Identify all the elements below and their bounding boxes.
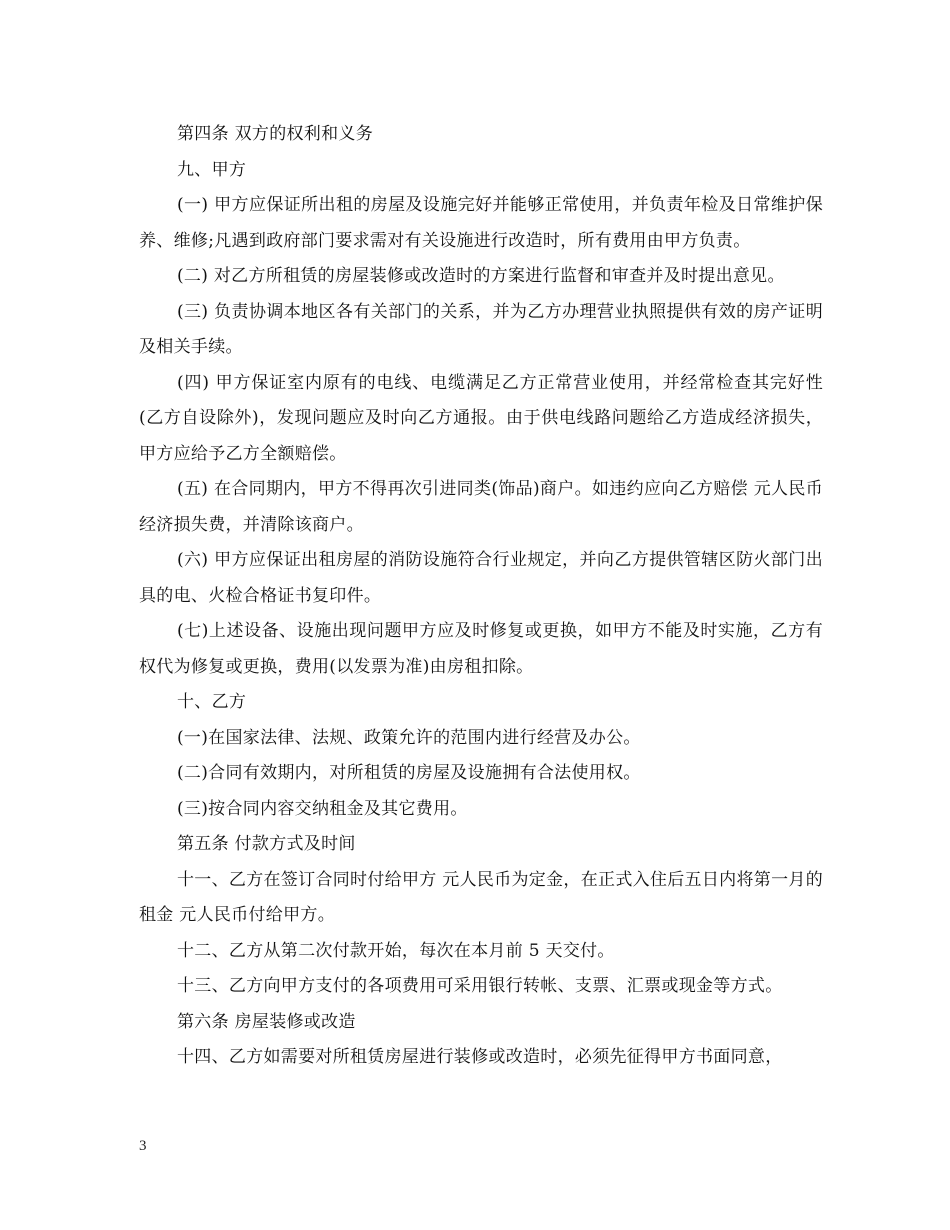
paragraph-9-7: (七)上述设备、设施出现问题甲方应及时修复或更换，如甲方不能及时实施，乙方有权代为修复或更换，费用(以发票为准)由房租扣除。: [139, 621, 823, 677]
page-number: 3: [139, 1138, 147, 1154]
section-9-heading: 九、甲方: [177, 159, 247, 180]
paragraph-13: 十三、乙方向甲方支付的各项费用可采用银行转帐、支票、汇票或现金等方式。: [177, 976, 783, 996]
paragraph-9-3: (三) 负责协调本地区各有关部门的关系，并为乙方办理营业执照提供有效的房产证明及相关手续。: [139, 301, 823, 357]
paragraph-9-2: (二) 对乙方所租赁的房屋装修或改造时的方案进行监督和审查并及时提出意见。: [177, 266, 785, 286]
paragraph-14: 十四、乙方如需要对所租赁房屋进行装修或改造时，必须先征得甲方书面同意，: [177, 1047, 783, 1067]
paragraph-9-4: (四) 甲方保证室内原有的电线、电缆满足乙方正常营业使用，并经常检查其完好性(乙方自设除外)，发现问题应及时向乙方通报。由于供电线路问题给乙方造成经济损失，甲方应给予乙方全额赔偿。: [139, 372, 823, 464]
article-6-heading: 第六条 房屋装修或改造: [177, 1011, 356, 1032]
article-5-heading: 第五条 付款方式及时间: [177, 834, 356, 854]
paragraph-10-1: (一)在国家法律、法规、政策允许的范围内进行经营及办公。: [177, 727, 641, 748]
section-10-heading: 十、乙方: [177, 692, 247, 712]
paragraph-10-3: (三)按合同内容交纳租金及其它费用。: [177, 798, 468, 819]
paragraph-11: 十一、乙方在签订合同时付给甲方 元人民币为定金，在正式入住后五日内将第一月的租金 元人民币付给甲方。: [139, 869, 823, 925]
paragraph-9-5: (五) 在合同期内，甲方不得再次引进同类(饰品)商户。如违约应向乙方赔偿 元人民币经济损失费，并清除该商户。: [139, 479, 823, 535]
paragraph-9-1: (一) 甲方应保证所出租的房屋及设施完好并能够正常使用，并负责年检及日常维护保养、维修;凡遇到政府部门要求需对有关设施进行改造时，所有费用由甲方负责。: [139, 195, 823, 251]
article-4-heading: 第四条 双方的权利和义务: [177, 124, 374, 144]
paragraph-12: 十二、乙方从第二次付款开始，每次在本月前 5 天交付。: [177, 940, 615, 961]
paragraph-10-2: (二)合同有效期内，对所租赁的房屋及设施拥有合法使用权。: [177, 763, 641, 783]
paragraph-9-6: (六) 甲方应保证出租房屋的消防设施符合行业规定，并向乙方提供管辖区防火部门出具的电、火检合格证书复印件。: [139, 550, 823, 606]
document-body: [139, 117, 823, 1076]
